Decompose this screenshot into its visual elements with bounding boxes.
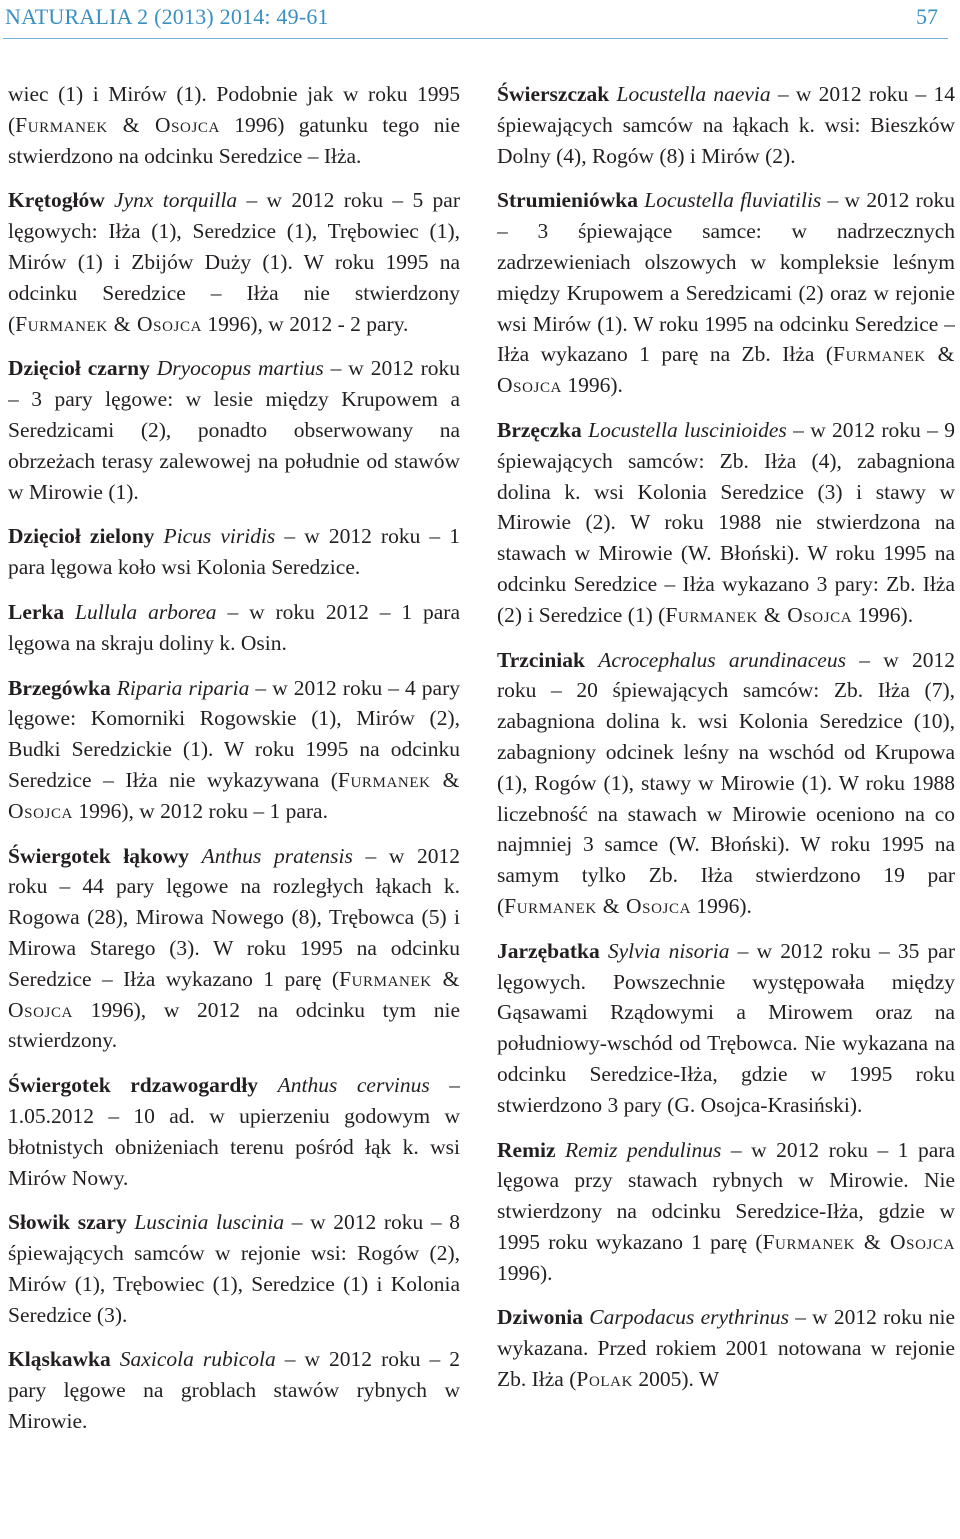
species-entry [497,1302,955,1394]
entry-text: 1996), w 2012 na odcinku tym nie stwierdzony. [8,997,460,1053]
species-name: Dzięcioł zielony [8,524,155,549]
entry-text: – w 2012 roku – 2 pary lęgowe na groblach stawów rybnych w Mirowie. [8,1347,460,1434]
journal-citation: NATURALIA 2 (2013) 2014: 49-61 [5,4,329,29]
entry-text: 1996), w 2012 roku – 1 para. [72,798,328,823]
entry-text: – w 2012 roku – 3 śpiewające samce: w nadrzecznych zadrzewieniach olszowych w kompleksie leśnym między Krupowem a Seredzicami (2) oraz w rejonie wsi Mirów (1). W roku 1995 na odcinku Seredzice – Iłża wykazano 1 parę na Zb. Iłża ( [497,188,955,367]
latin-name: Locustella luscinioides [588,417,787,442]
entry-text: – 1.05.2012 – 10 ad. w upierzeniu godowym w błotnistych obniżeniach terenu pośród łąk k. wsi Mirów Nowy. [8,1073,460,1190]
latin-name: Picus viridis [163,524,276,549]
species-entry [8,79,460,171]
latin-name: Sylvia nisoria [607,938,730,963]
author-citation: Furmanek & Osojca [8,767,460,823]
species-name: Brzegówka [8,675,111,700]
author-citation: Furmanek & Osojca [504,893,692,918]
entry-text: – w 2012 roku – 3 pary lęgowe: w lesie między Krupowem a Seredzicami (2), ponadto obserwowany na obrzeżach terasy zalewowej na południe od stawów w Mirowie (1). [8,356,460,504]
species-entry [8,521,460,583]
latin-name: Riparia riparia [116,675,250,700]
species-entry [8,353,460,507]
latin-name: Anthus cervinus [277,1073,430,1098]
entry-text: – w 2012 roku – 9 śpiewających samców: Zb. Iłża (4), zabagniona dolina k. wsi Kolonia Seredzice (3) i stawy w Mirowie (2). W roku 1988 nie stwierdzona na stawach w Mirowie (W. Błoński). W roku 1995 na odcinku Seredzice – Iłża wykazano 3 pary: Zb. Iłża (2) i Seredzice (1) ( [497,417,955,627]
species-name: Trzciniak [497,647,585,672]
running-header [3,0,948,39]
species-name: Lerka [8,599,65,624]
entry-text: – w 2012 roku – 5 par lęgowych: Iłża (1), Seredzice (1), Trębowiec (1), Mirów (1) i Zbijów Duży (1). W roku 1995 na odcinku Seredzice – Iłża nie stwierdzony ( [8,188,460,336]
page-number: 57 [916,4,938,29]
entry-text: – w 2012 roku – 35 par lęgowych. Powszechnie występowała między Gąsawami Rządowymi a Mirowem oraz na południowy-wschód od Trębowca. Nie wykazana na odcinku Seredzice-Iłża, gdzie w 1995 roku stwierdzono 3 pary (G. Osojca-Krasiński). [497,938,955,1117]
entry-text: – w roku 2012 – 1 para lęgowa na skraju doliny k. Osin. [8,599,460,655]
latin-name: Lullula arborea [75,599,217,624]
entry-text: 1996). [561,373,623,398]
species-entry [8,1344,460,1436]
author-citation: Furmanek & Osojca [762,1229,955,1254]
entry-text: – w 2012 roku – 1 para lęgowa koło wsi Kolonia Seredzice. [8,524,460,580]
species-entry [497,1135,955,1289]
species-name: Jarzębatka [497,938,600,963]
species-name: Świergotek rdzawogardły [8,1073,259,1098]
species-entry [8,185,460,339]
entry-text: – w 2012 roku – 1 para lęgowa przy stawach rybnych w Mirowie. Nie stwierdzony na odcinku Seredzice-Iłża, gdzie w 1995 roku wykazano 1 parę ( [497,1137,955,1254]
species-name: Dziwonia [497,1305,583,1330]
entry-text: 1996), w 2012 - 2 pary. [202,311,409,336]
species-name: Kląskawka [8,1347,111,1372]
species-name: Brzęczka [497,417,582,442]
species-entry [8,673,460,827]
species-name: Świergotek łąkowy [8,843,190,868]
latin-name: Dryocopus martius [156,356,324,381]
entry-text: – w 2012 roku nie wykazana. Przed rokiem 2001 notowana w rejonie Zb. Iłża ( [497,1305,955,1392]
latin-name: Anthus pratensis [201,843,353,868]
entry-text: – w 2012 roku – 14 śpiewających samców na łąkach k. wsi: Bieszków Dolny (4), Rogów (8) i Mirów (2). [497,82,955,168]
right-column [497,79,955,1539]
latin-name: Carpodacus erythrinus [589,1305,789,1330]
entry-text: – w 2012 roku – 44 pary lęgowe na rozległych łąkach k. Rogowa (28), Mirowa Nowego (8), Trębowca (5) i Mirowa Starego (3). W roku 1995 na odcinku Seredzice – Iłża wykazano 1 parę ( [8,843,460,991]
author-citation: Furmanek & Osojca [8,966,460,1022]
left-column [8,79,460,1539]
entry-text: – w 2012 roku – 8 śpiewających samców w rejonie wsi: Rogów (2), Mirów (1), Trębowiec (1), Seredzice (1) i Kolonia Seredzice (3). [8,1210,460,1327]
species-entry [497,79,955,171]
species-entry [8,597,460,659]
latin-name: Locustella naevia [616,82,771,106]
latin-name: Locustella fluviatilis [644,188,822,213]
species-entry [8,1207,460,1330]
entry-text: wiec (1) i Mirów (1). Podobnie jak w roku 1995 ( [8,82,460,137]
entry-text: – w 2012 roku – 20 śpiewających samców: Zb. Iłża (7), zabagniona dolina k. wsi Kolonia Seredzice (10), zabagniony odcinek leśny na wschód od Krupowa (1), Rogów (1), stawy w Mirowie (1). W roku 1988 liczebność na stawach w Mirowie oceniono na co najmniej 3 samce (W. Błoński). W roku 1995 na samym tylko Zb. Iłża stwierdzono 19 par ( [497,647,955,918]
latin-name: Acrocephalus arundinaceus [598,647,846,672]
entry-text: 1996). [691,893,752,918]
entry-text: 1996). [852,602,914,627]
latin-name: Saxicola rubicola [119,1347,276,1372]
author-citation: Furmanek & Osojca [15,311,203,336]
latin-name: Luscinia luscinia [134,1210,285,1235]
author-citation: Furmanek & Osojca [497,342,955,398]
entry-text: 1996). [497,1260,553,1285]
author-citation: Furmanek & Osojca [665,602,853,627]
species-entry [497,936,955,1121]
species-entry [497,645,955,922]
species-name: Remiz [497,1137,556,1162]
entry-text: – w 2012 roku – 4 pary lęgowe: Komorniki Rogowskie (1), Mirów (2), Budki Seredzickie (1). W roku 1995 na odcinku Seredzice – Iłża nie wykazywana ( [8,675,460,792]
species-name: Dzięcioł czarny [8,356,150,381]
latin-name: Remiz pendulinus [565,1137,722,1162]
species-name: Świerszczak [497,82,610,106]
author-citation: Furmanek & Osojca [15,112,220,137]
species-entry [497,185,955,401]
species-entry [497,415,955,631]
author-citation: Polak [576,1367,634,1392]
entry-text: 2005). W [633,1367,720,1392]
species-entry [8,841,460,1057]
latin-name: Jynx torquilla [114,188,238,213]
species-name: Krętogłów [8,188,105,213]
entry-text: 1996) gatunku tego nie stwierdzono na odcinku Seredzice – Iłża. [8,112,460,168]
species-entry [8,1070,460,1193]
species-name: Strumieniówka [497,188,638,213]
species-name: Słowik szary [8,1210,127,1235]
